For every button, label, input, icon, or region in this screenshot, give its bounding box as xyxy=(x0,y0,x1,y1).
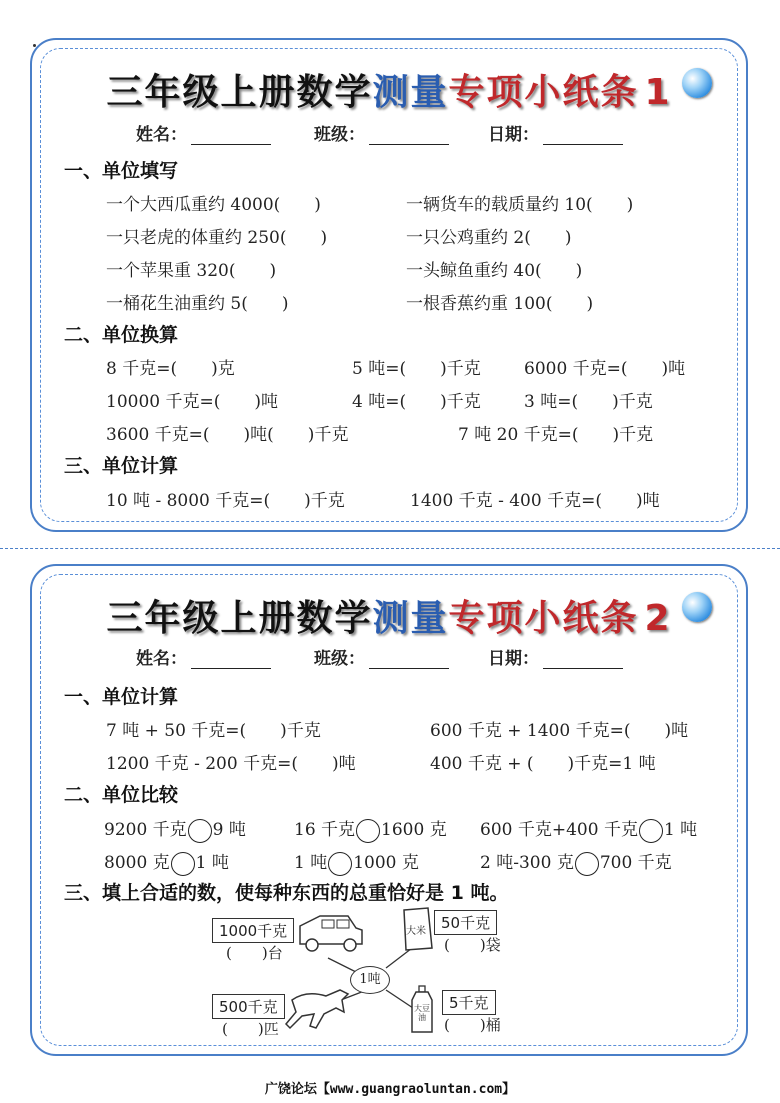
cut-line xyxy=(0,548,780,549)
blue-ball-icon xyxy=(682,592,712,622)
compare-item: 8000 克 1 吨 xyxy=(104,848,229,876)
question: 一桶花生油重约 5( ) xyxy=(106,294,289,314)
oil-label: 大豆油 xyxy=(414,1004,430,1022)
oil-weight-box: 5千克 xyxy=(442,990,496,1015)
section-heading: 二、单位换算 xyxy=(64,324,179,346)
weight-diagram xyxy=(208,904,508,1040)
name-field[interactable]: 姓名： xyxy=(136,120,271,145)
car-icon xyxy=(300,916,362,951)
date-field[interactable]: 日期： xyxy=(488,120,623,145)
horse-icon xyxy=(286,990,348,1028)
question: 一只老虎的体重约 250( ) xyxy=(106,228,328,248)
compare-item: 1 吨 1000 克 xyxy=(294,848,419,876)
name-field[interactable]: 姓名： xyxy=(136,644,271,669)
compare-item: 2 吨-300 克 700 千克 xyxy=(480,848,672,876)
class-field[interactable]: 班级： xyxy=(314,644,449,669)
section-heading: 一、单位填写 xyxy=(64,160,179,182)
section-heading: 二、单位比较 xyxy=(64,784,179,806)
compare-circle[interactable] xyxy=(188,819,212,843)
question: 3 吨=( )千克 xyxy=(524,392,653,412)
question: 600 千克 + 1400 千克=( )吨 xyxy=(430,721,689,741)
section-heading: 一、单位计算 xyxy=(64,686,179,708)
car-weight-box: 1000千克 xyxy=(212,918,294,943)
compare-circle[interactable] xyxy=(328,852,352,876)
blue-ball-icon xyxy=(682,68,712,98)
question: 一个苹果重 320( ) xyxy=(106,261,277,281)
compare-item: 9200 千克 9 吨 xyxy=(104,815,246,843)
question: 4 吨=( )千克 xyxy=(352,392,481,412)
question: 8 千克=( )克 xyxy=(106,359,235,379)
compare-circle[interactable] xyxy=(639,819,663,843)
rice-label: 大米 xyxy=(406,926,426,937)
horse-unit-blank[interactable]: ( )匹 xyxy=(222,1020,279,1038)
class-field[interactable]: 班级： xyxy=(314,120,449,145)
question: 6000 千克=( )吨 xyxy=(524,359,686,379)
oil-unit-blank[interactable]: ( )桶 xyxy=(444,1016,501,1034)
question: 5 吨=( )千克 xyxy=(352,359,481,379)
question: 3600 千克=( )吨( )千克 xyxy=(106,425,349,445)
section-heading: 三、填上合适的数，使每种东西的总重恰好是 1 吨。 xyxy=(64,882,509,904)
footer-source: 广饶论坛【www.guangraoluntan.com】 xyxy=(264,1082,516,1097)
section-heading: 三、单位计算 xyxy=(64,455,179,477)
question: 一根香蕉约重 100( ) xyxy=(406,294,594,314)
compare-circle[interactable] xyxy=(171,852,195,876)
compare-item: 16 千克 1600 克 xyxy=(294,815,447,843)
card-title: 三年级上册数学测量专项小纸条 1 xyxy=(106,72,672,113)
compare-item: 600 千克+400 千克 1 吨 xyxy=(480,815,697,843)
question: 一头鲸鱼重约 40( ) xyxy=(406,261,583,281)
question: 一只公鸡重约 2( ) xyxy=(406,228,572,248)
compare-circle[interactable] xyxy=(575,852,599,876)
question: 1400 千克 - 400 千克=( )吨 xyxy=(410,491,660,511)
center-weight-node: 1吨 xyxy=(350,966,390,994)
date-field[interactable]: 日期： xyxy=(488,644,623,669)
question: 7 吨 20 千克=( )千克 xyxy=(458,425,654,445)
rice-unit-blank[interactable]: ( )袋 xyxy=(444,936,501,954)
question: 一辆货车的载质量约 10( ) xyxy=(406,195,634,215)
question: 1200 千克 - 200 千克=( )吨 xyxy=(106,754,356,774)
question: 400 千克 + ( )千克=1 吨 xyxy=(430,754,656,774)
question: 10 吨 - 8000 千克=( )千克 xyxy=(106,491,345,511)
question: 10000 千克=( )吨 xyxy=(106,392,278,412)
horse-weight-box: 500千克 xyxy=(212,994,285,1019)
compare-circle[interactable] xyxy=(356,819,380,843)
card-title: 三年级上册数学测量专项小纸条 2 xyxy=(106,598,672,639)
question: 一个大西瓜重约 4000( ) xyxy=(106,195,321,215)
car-unit-blank[interactable]: ( )台 xyxy=(226,944,283,962)
question: 7 吨 + 50 千克=( )千克 xyxy=(106,721,321,741)
worksheet-card-1 xyxy=(30,38,748,532)
rice-weight-box: 50千克 xyxy=(434,910,497,935)
